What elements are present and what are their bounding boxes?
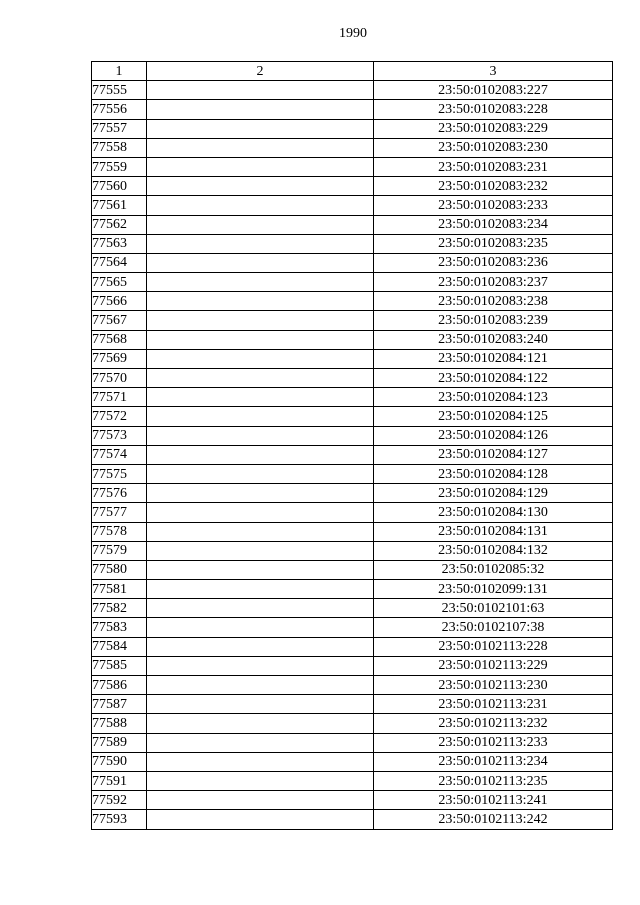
table-row <box>92 618 613 637</box>
registry-table <box>91 61 613 830</box>
row-number-cell: 77555 <box>92 81 147 100</box>
object-name-cell <box>147 253 374 272</box>
object-name-cell <box>147 273 374 292</box>
cadastral-number-cell: 23:50:0102113:229 <box>374 656 613 675</box>
cadastral-number-cell: 23:50:0102084:123 <box>374 388 613 407</box>
object-name-cell <box>147 311 374 330</box>
object-name-cell <box>147 541 374 560</box>
table-row <box>92 157 613 176</box>
row-number-cell: 77560 <box>92 177 147 196</box>
row-number-cell: 77566 <box>92 292 147 311</box>
table-row <box>92 234 613 253</box>
row-number-cell: 77577 <box>92 503 147 522</box>
object-name-cell <box>147 580 374 599</box>
cadastral-number-cell: 23:50:0102113:230 <box>374 676 613 695</box>
cadastral-number-cell: 23:50:0102099:131 <box>374 580 613 599</box>
object-name-cell <box>147 138 374 157</box>
table-row <box>92 733 613 752</box>
table-row <box>92 196 613 215</box>
row-number-cell: 77580 <box>92 560 147 579</box>
table-row <box>92 637 613 656</box>
cadastral-number-cell: 23:50:0102084:127 <box>374 445 613 464</box>
row-number-cell: 77557 <box>92 119 147 138</box>
table-row <box>92 330 613 349</box>
row-number-cell: 77556 <box>92 100 147 119</box>
object-name-cell <box>147 484 374 503</box>
cadastral-number-cell: 23:50:0102084:129 <box>374 484 613 503</box>
cadastral-number-cell: 23:50:0102113:241 <box>374 791 613 810</box>
object-name-cell <box>147 100 374 119</box>
cadastral-number-cell: 23:50:0102084:121 <box>374 349 613 368</box>
cadastral-number-cell: 23:50:0102084:128 <box>374 464 613 483</box>
cadastral-number-cell: 23:50:0102113:235 <box>374 771 613 790</box>
table-row <box>92 791 613 810</box>
table-row <box>92 752 613 771</box>
object-name-cell <box>147 215 374 234</box>
table-row <box>92 560 613 579</box>
cadastral-number-cell: 23:50:0102083:237 <box>374 273 613 292</box>
row-number-cell: 77578 <box>92 522 147 541</box>
cadastral-number-cell: 23:50:0102084:130 <box>374 503 613 522</box>
table-row <box>92 81 613 100</box>
row-number-cell: 77582 <box>92 599 147 618</box>
object-name-cell <box>147 407 374 426</box>
object-name-cell <box>147 599 374 618</box>
object-name-cell <box>147 464 374 483</box>
object-name-cell <box>147 771 374 790</box>
cadastral-number-cell: 23:50:0102084:132 <box>374 541 613 560</box>
table-row <box>92 177 613 196</box>
table-row <box>92 349 613 368</box>
table-row <box>92 580 613 599</box>
object-name-cell <box>147 522 374 541</box>
object-name-cell <box>147 119 374 138</box>
table-row <box>92 464 613 483</box>
object-name-cell <box>147 752 374 771</box>
table-row <box>92 503 613 522</box>
row-number-cell: 77573 <box>92 426 147 445</box>
object-name-cell <box>147 676 374 695</box>
object-name-cell <box>147 81 374 100</box>
table-row <box>92 522 613 541</box>
cadastral-number-cell: 23:50:0102085:32 <box>374 560 613 579</box>
row-number-cell: 77584 <box>92 637 147 656</box>
table-row <box>92 810 613 829</box>
table-row <box>92 292 613 311</box>
row-number-cell: 77565 <box>92 273 147 292</box>
cadastral-number-cell: 23:50:0102083:234 <box>374 215 613 234</box>
row-number-cell: 77561 <box>92 196 147 215</box>
object-name-cell <box>147 695 374 714</box>
object-name-cell <box>147 810 374 829</box>
row-number-cell: 77572 <box>92 407 147 426</box>
table-row <box>92 445 613 464</box>
page-number: 1990 <box>339 26 367 41</box>
object-name-cell <box>147 560 374 579</box>
table-row <box>92 311 613 330</box>
cadastral-number-cell: 23:50:0102083:238 <box>374 292 613 311</box>
cadastral-number-cell: 23:50:0102113:228 <box>374 637 613 656</box>
table-row <box>92 541 613 560</box>
cadastral-number-cell: 23:50:0102113:233 <box>374 733 613 752</box>
cadastral-number-cell: 23:50:0102084:131 <box>374 522 613 541</box>
cadastral-number-cell: 23:50:0102083:236 <box>374 253 613 272</box>
table-row <box>92 676 613 695</box>
row-number-cell: 77579 <box>92 541 147 560</box>
cadastral-number-cell: 23:50:0102083:232 <box>374 177 613 196</box>
row-number-cell: 77571 <box>92 388 147 407</box>
cadastral-number-cell: 23:50:0102083:230 <box>374 138 613 157</box>
row-number-cell: 77576 <box>92 484 147 503</box>
row-number-cell: 77587 <box>92 695 147 714</box>
row-number-cell: 77574 <box>92 445 147 464</box>
column-header-2: 2 <box>147 62 374 81</box>
cadastral-number-cell: 23:50:0102113:231 <box>374 695 613 714</box>
object-name-cell <box>147 234 374 253</box>
object-name-cell <box>147 445 374 464</box>
row-number-cell: 77589 <box>92 733 147 752</box>
cadastral-number-cell: 23:50:0102113:234 <box>374 752 613 771</box>
cadastral-number-cell: 23:50:0102083:231 <box>374 157 613 176</box>
object-name-cell <box>147 292 374 311</box>
cadastral-number-cell: 23:50:0102083:240 <box>374 330 613 349</box>
object-name-cell <box>147 369 374 388</box>
table-row <box>92 369 613 388</box>
table-row <box>92 407 613 426</box>
row-number-cell: 77585 <box>92 656 147 675</box>
table-row <box>92 771 613 790</box>
row-number-cell: 77581 <box>92 580 147 599</box>
cadastral-number-cell: 23:50:0102083:228 <box>374 100 613 119</box>
row-number-cell: 77558 <box>92 138 147 157</box>
row-number-cell: 77563 <box>92 234 147 253</box>
object-name-cell <box>147 618 374 637</box>
object-name-cell <box>147 157 374 176</box>
cadastral-number-cell: 23:50:0102083:235 <box>374 234 613 253</box>
table-row <box>92 138 613 157</box>
table-row <box>92 100 613 119</box>
cadastral-number-cell: 23:50:0102083:229 <box>374 119 613 138</box>
cadastral-number-cell: 23:50:0102083:227 <box>374 81 613 100</box>
row-number-cell: 77564 <box>92 253 147 272</box>
object-name-cell <box>147 791 374 810</box>
row-number-cell: 77590 <box>92 752 147 771</box>
row-number-cell: 77568 <box>92 330 147 349</box>
object-name-cell <box>147 177 374 196</box>
row-number-cell: 77592 <box>92 791 147 810</box>
object-name-cell <box>147 388 374 407</box>
cadastral-number-cell: 23:50:0102084:122 <box>374 369 613 388</box>
table-row <box>92 714 613 733</box>
cadastral-number-cell: 23:50:0102113:232 <box>374 714 613 733</box>
object-name-cell <box>147 196 374 215</box>
object-name-cell <box>147 714 374 733</box>
cadastral-number-cell: 23:50:0102083:239 <box>374 311 613 330</box>
table-row <box>92 599 613 618</box>
table-row <box>92 656 613 675</box>
object-name-cell <box>147 656 374 675</box>
row-number-cell: 77588 <box>92 714 147 733</box>
object-name-cell <box>147 426 374 445</box>
object-name-cell <box>147 330 374 349</box>
row-number-cell: 77567 <box>92 311 147 330</box>
row-number-cell: 77593 <box>92 810 147 829</box>
row-number-cell: 77562 <box>92 215 147 234</box>
object-name-cell <box>147 637 374 656</box>
cadastral-number-cell: 23:50:0102113:242 <box>374 810 613 829</box>
cadastral-number-cell: 23:50:0102084:126 <box>374 426 613 445</box>
table-header-row <box>92 62 613 81</box>
cadastral-number-cell: 23:50:0102101:63 <box>374 599 613 618</box>
cadastral-number-cell: 23:50:0102107:38 <box>374 618 613 637</box>
table-body <box>92 81 613 829</box>
cadastral-number-cell: 23:50:0102083:233 <box>374 196 613 215</box>
row-number-cell: 77583 <box>92 618 147 637</box>
table-row <box>92 215 613 234</box>
column-header-1: 1 <box>92 62 147 81</box>
row-number-cell: 77569 <box>92 349 147 368</box>
object-name-cell <box>147 733 374 752</box>
object-name-cell <box>147 503 374 522</box>
table-row <box>92 273 613 292</box>
table-row <box>92 253 613 272</box>
row-number-cell: 77559 <box>92 157 147 176</box>
table-row <box>92 484 613 503</box>
row-number-cell: 77591 <box>92 771 147 790</box>
row-number-cell: 77575 <box>92 464 147 483</box>
cadastral-number-cell: 23:50:0102084:125 <box>374 407 613 426</box>
table-row <box>92 426 613 445</box>
object-name-cell <box>147 349 374 368</box>
table-row <box>92 388 613 407</box>
table-row <box>92 119 613 138</box>
row-number-cell: 77570 <box>92 369 147 388</box>
row-number-cell: 77586 <box>92 676 147 695</box>
column-header-3: 3 <box>374 62 613 81</box>
table-row <box>92 695 613 714</box>
